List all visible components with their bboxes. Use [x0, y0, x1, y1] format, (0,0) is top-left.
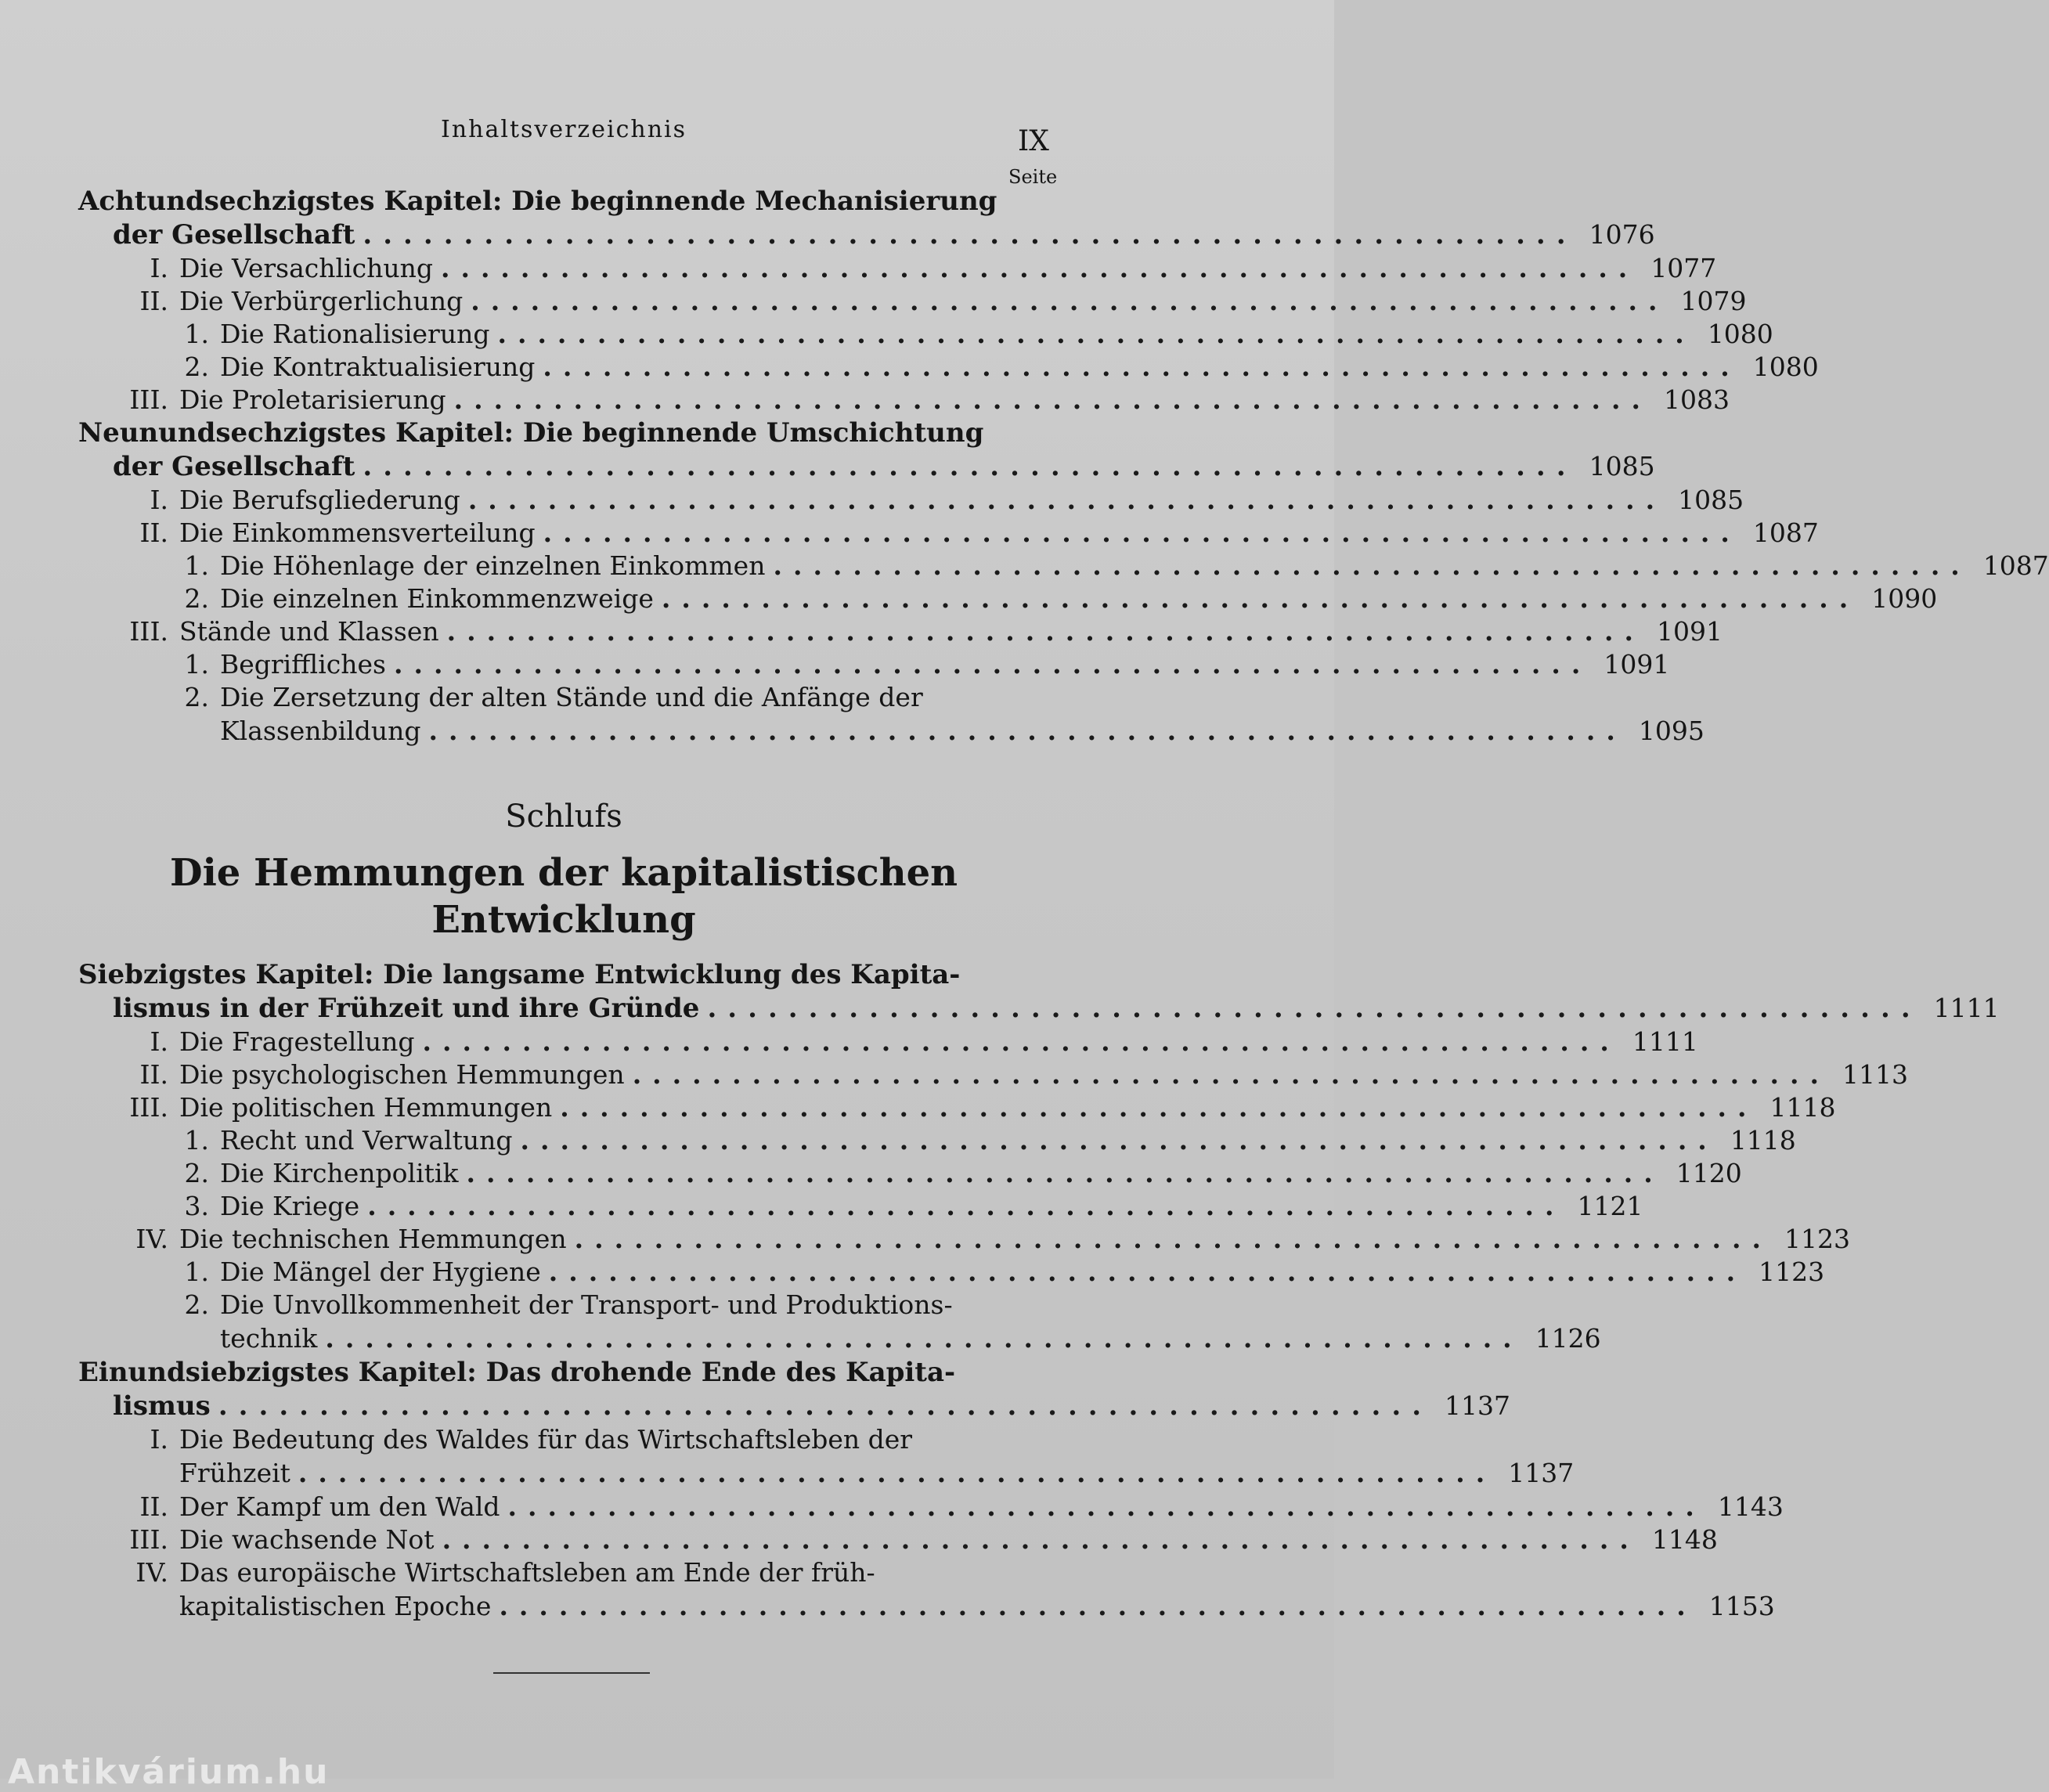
- dot-leader: ............................................................: [422, 1026, 1620, 1057]
- toc-entry-title: Siebzigstes Kapitel: Die langsame Entwicklung des Kapita-: [78, 959, 961, 990]
- toc-entry-number: 2.: [184, 1158, 209, 1188]
- toc-entry-number: 3.: [184, 1191, 209, 1221]
- toc-entry-title: der Gesellschaft: [113, 219, 355, 251]
- toc-page-number: 1137: [1508, 1458, 1575, 1488]
- toc-entry-row: [78, 550, 2049, 582]
- toc-entry-title: Die technischen Hemmungen: [179, 1224, 567, 1254]
- toc-entry-number: 2.: [184, 583, 209, 614]
- toc-entry-number: II.: [139, 1491, 168, 1522]
- toc-entry-number: 2.: [184, 682, 209, 712]
- dot-leader: ............................................................: [520, 1125, 1718, 1156]
- toc-entry-number: IV.: [135, 1557, 168, 1588]
- toc-entry-row: [78, 1456, 1575, 1491]
- toc-entry-title: Die Unvollkommenheit der Transport- und Produktions-: [220, 1289, 953, 1320]
- toc-entry-number: 2.: [184, 352, 209, 382]
- toc-entry-number: III.: [129, 1092, 168, 1123]
- running-head: Inhaltsverzeichnis: [440, 116, 687, 143]
- dot-leader: ............................................................: [507, 1491, 1705, 1522]
- toc-page-number: 1113: [1842, 1059, 1909, 1090]
- toc-page-number: 1090: [1871, 583, 1938, 614]
- toc-entry-title: Die Höhenlage der einzelnen Einkommen: [220, 550, 766, 581]
- dot-leader: ............................................................: [440, 253, 1639, 283]
- toc-entry-title: lismus in der Frühzeit und ihre Gründe: [113, 993, 700, 1024]
- toc-entry-title: Die politischen Hemmungen: [179, 1092, 553, 1123]
- dot-leader: ............................................................: [471, 286, 1668, 316]
- dot-leader: ............................................................: [446, 616, 1644, 647]
- dot-leader: ............................................................: [394, 649, 1592, 680]
- toc-page-number: 1123: [1784, 1224, 1850, 1254]
- dot-leader: ............................................................: [499, 1591, 1697, 1621]
- toc-entry-number: II.: [139, 286, 168, 316]
- toc-entry-number: III.: [129, 384, 168, 415]
- toc-entry-title: Die Kirchenpolitik: [220, 1158, 459, 1188]
- dot-leader: ............................................................: [466, 1158, 1664, 1188]
- part-title-line-1: Die Hemmungen der kapitalistischen: [169, 851, 958, 895]
- toc-entry-number: I.: [150, 485, 168, 515]
- toc-section-1: [78, 185, 2049, 748]
- toc-chapter-row: [78, 1356, 1065, 1389]
- toc-page-number: 1123: [1759, 1257, 1825, 1287]
- toc-page-number: 1091: [1603, 649, 1670, 680]
- dot-leader: ............................................................: [453, 384, 1651, 415]
- toc-entry-title: Die einzelnen Einkommenzweige: [220, 583, 654, 614]
- dot-leader: ............................................................: [497, 319, 1695, 349]
- toc-entry-title: lismus: [113, 1390, 211, 1422]
- toc-page-number: 1126: [1535, 1323, 1601, 1354]
- toc-entry-title: kapitalistischen Epoche: [179, 1591, 492, 1621]
- toc-page-number: 1091: [1656, 616, 1723, 647]
- toc-page-number: 1148: [1651, 1524, 1718, 1555]
- toc-page-number: 1118: [1769, 1092, 1836, 1123]
- toc-entry-row: [78, 1157, 1742, 1190]
- toc-entry-number: III.: [129, 1524, 168, 1555]
- toc-entry-title: Begriffliches: [220, 649, 386, 680]
- toc-page-number: 1080: [1707, 319, 1773, 349]
- toc-page-number: 1076: [1589, 219, 1655, 250]
- toc-entry-row: [78, 1091, 1836, 1124]
- dot-leader: ............................................................: [363, 451, 1577, 482]
- toc-chapter-row: [78, 416, 1065, 449]
- part-label: Schlufs: [505, 799, 622, 835]
- toc-section-2: [78, 958, 2000, 1624]
- toc-entry-row: [78, 1026, 1698, 1058]
- toc-entry-row: [78, 1289, 1065, 1321]
- toc-entry-title: technik: [220, 1323, 318, 1354]
- watermark: Antikvárium.hu: [8, 1752, 330, 1792]
- toc-chapter-row: [78, 991, 2000, 1026]
- toc-entry-title: Frühzeit: [179, 1458, 290, 1488]
- toc-page-number: 1087: [1982, 550, 2049, 581]
- toc-page-number: 1153: [1708, 1591, 1775, 1621]
- toc-entry-number: II.: [139, 1059, 168, 1090]
- toc-entry-row: [78, 1491, 1784, 1523]
- toc-entry-number: 2.: [184, 1289, 209, 1320]
- toc-entry-title: Recht und Verwaltung: [220, 1125, 513, 1156]
- toc-entry-title: Die Berufsgliederung: [179, 485, 460, 515]
- toc-entry-number: IV.: [135, 1224, 168, 1254]
- dot-leader: ............................................................: [661, 583, 1860, 614]
- dot-leader: ............................................................: [442, 1524, 1640, 1555]
- toc-entry-row: [78, 1190, 1643, 1223]
- part-title-line-2: Entwicklung: [431, 898, 696, 942]
- toc-entry-title: Die wachsende Not: [179, 1524, 435, 1555]
- toc-entry-row: [78, 318, 1773, 351]
- toc-entry-number: 1.: [184, 1257, 209, 1287]
- toc-entry-title: Stände und Klassen: [179, 616, 439, 647]
- toc-entry-title: Die Zersetzung der alten Stände und die Anfänge der: [220, 682, 923, 712]
- toc-entry-title: Das europäische Wirtschaftsleben am Ende der früh-: [179, 1557, 875, 1588]
- page-number: IX: [1018, 125, 1049, 157]
- dot-leader: ............................................................: [773, 550, 1971, 581]
- dot-leader: ............................................................: [325, 1323, 1523, 1354]
- dot-leader: ............................................................: [560, 1092, 1758, 1123]
- toc-entry-row: [78, 517, 1819, 550]
- toc-entry-row: [78, 1321, 1601, 1356]
- toc-entry-title: Neunundsechzigstes Kapitel: Die beginnende Umschichtung: [78, 417, 984, 449]
- toc-chapter-row: [78, 218, 1655, 252]
- dot-leader: ............................................................: [467, 485, 1666, 515]
- toc-entry-number: I.: [150, 253, 168, 283]
- toc-entry-title: Die Einkommensverteilung: [179, 517, 536, 548]
- dot-leader: ............................................................: [428, 716, 1626, 746]
- toc-page-number: 1111: [1933, 993, 2000, 1023]
- toc-entry-title: Die Versachlichung: [179, 253, 433, 283]
- page-column-label: Seite: [1008, 166, 1058, 188]
- toc-entry-row: [78, 1223, 1850, 1256]
- toc-entry-title: Die Mängel der Hygiene: [220, 1257, 541, 1287]
- dot-leader: ............................................................: [543, 517, 1741, 548]
- toc-entry-row: [78, 681, 1065, 714]
- toc-entry-row: [78, 1589, 1775, 1624]
- toc-entry-title: Die Rationalisierung: [220, 319, 490, 349]
- toc-chapter-row: [78, 185, 1065, 218]
- toc-entry-title: Einundsiebzigstes Kapitel: Das drohende Ende des Kapita-: [78, 1357, 956, 1388]
- toc-entry-title: Die Kriege: [220, 1191, 360, 1221]
- toc-chapter-row: [78, 449, 1655, 484]
- toc-page-number: 1121: [1577, 1191, 1643, 1221]
- toc-page-number: 1120: [1676, 1158, 1742, 1188]
- toc-entry-title: Die Verbürgerlichung: [179, 286, 464, 316]
- toc-chapter-row: [78, 958, 1065, 991]
- toc-page-number: 1111: [1632, 1026, 1698, 1057]
- toc-entry-row: [78, 648, 1670, 681]
- toc-entry-row: [78, 714, 1704, 748]
- toc-entry-number: III.: [129, 616, 168, 647]
- toc-entry-row: [78, 1556, 1065, 1589]
- toc-page-number: 1085: [1589, 451, 1655, 481]
- toc-entry-title: Die Kontraktualisierung: [220, 352, 536, 382]
- dot-leader: ............................................................: [298, 1458, 1496, 1488]
- dot-leader: ............................................................: [218, 1390, 1433, 1422]
- toc-entry-title: Die Proletarisierung: [179, 384, 446, 415]
- toc-entry-row: [78, 1523, 1718, 1556]
- toc-page-number: 1095: [1638, 716, 1704, 746]
- toc-page-number: 1079: [1680, 286, 1747, 316]
- toc-entry-row: [78, 1423, 1065, 1456]
- toc-page-number: 1087: [1752, 517, 1819, 548]
- toc-entry-title: Die psychologischen Hemmungen: [179, 1059, 625, 1090]
- toc-entry-row: [78, 1058, 1909, 1091]
- toc-chapter-row: [78, 1389, 1511, 1423]
- toc-entry-title: Achtundsechzigstes Kapitel: Die beginnende Mechanisierung: [78, 186, 997, 217]
- toc-entry-title: der Gesellschaft: [113, 451, 355, 482]
- toc-entry-row: [78, 582, 1938, 615]
- toc-entry-row: [78, 252, 1717, 285]
- toc-entry-row: [78, 384, 1730, 416]
- toc-entry-title: Die Bedeutung des Waldes für das Wirtschaftsleben der: [179, 1424, 913, 1455]
- toc-page-number: 1137: [1445, 1390, 1511, 1421]
- dot-leader: ............................................................: [543, 352, 1741, 382]
- toc-entry-title: Die Fragestellung: [179, 1026, 415, 1057]
- toc-entry-number: 1.: [184, 1125, 209, 1156]
- toc-entry-row: [78, 351, 1819, 384]
- dot-leader: ............................................................: [367, 1191, 1565, 1221]
- toc-entry-row: [78, 615, 1723, 648]
- toc-entry-number: I.: [150, 1424, 168, 1455]
- toc-page-number: 1085: [1678, 485, 1744, 515]
- toc-entry-number: II.: [139, 517, 168, 548]
- toc-entry-number: 1.: [184, 649, 209, 680]
- end-rule: [493, 1672, 650, 1674]
- dot-leader: ............................................................: [707, 993, 1921, 1024]
- toc-entry-number: 1.: [184, 319, 209, 349]
- toc-page-number: 1118: [1730, 1125, 1796, 1156]
- part-title: [0, 849, 1127, 943]
- toc-page-number: 1143: [1717, 1491, 1784, 1522]
- toc-entry-row: [78, 285, 1747, 318]
- toc-entry-row: [78, 1124, 1796, 1157]
- dot-leader: ............................................................: [574, 1224, 1772, 1254]
- toc-entry-title: Der Kampf um den Wald: [179, 1491, 500, 1522]
- toc-entry-row: [78, 484, 1744, 517]
- toc-page-number: 1083: [1664, 384, 1730, 415]
- dot-leader: ............................................................: [632, 1059, 1831, 1090]
- toc-page-number: 1077: [1650, 253, 1717, 283]
- toc-entry-number: 1.: [184, 550, 209, 581]
- dot-leader: ............................................................: [548, 1257, 1747, 1287]
- toc-entry-number: I.: [150, 1026, 168, 1057]
- toc-page-number: 1080: [1752, 352, 1819, 382]
- dot-leader: ............................................................: [363, 219, 1577, 251]
- toc-entry-row: [78, 1256, 1825, 1289]
- toc-entry-title: Klassenbildung: [220, 716, 421, 746]
